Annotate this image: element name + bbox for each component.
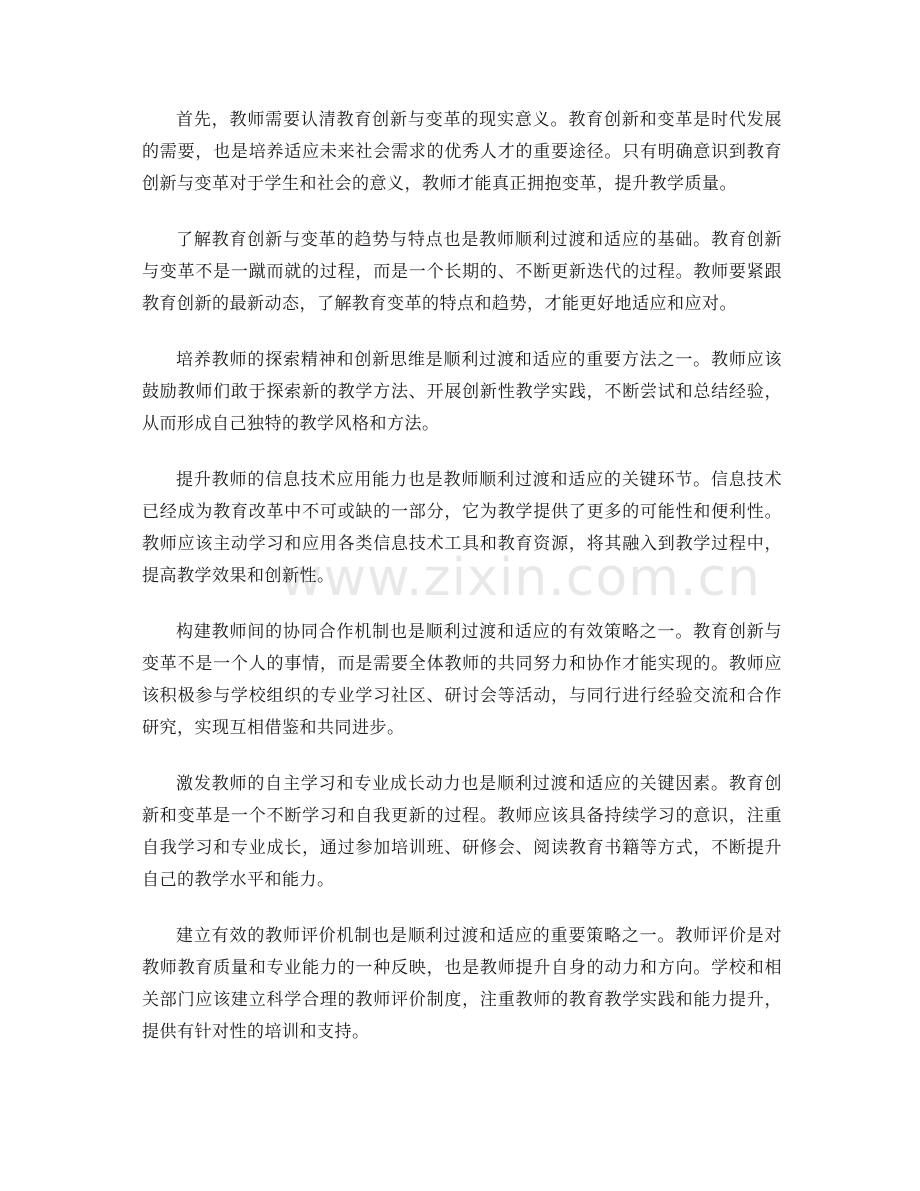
paragraph-3: 培养教师的探索精神和创新思维是顺利过渡和适应的重要方法之一。教师应该鼓励教师们敢于探索新的教学方法、开展创新性教学实践，不断尝试和总结经验，从而形成自己独特的教学风格和方法。 — [142, 350, 782, 434]
paragraph-6: 激发教师的自主学习和专业成长动力也是顺利过渡和适应的关键因素。教育创新和变革是一个不断学习和自我更新的过程。教师应该具备持续学习的意识，注重自我学习和专业成长，通过参加培训班、研修会、阅读教育书籍等方式，不断提升自己的教学水平和能力。 — [142, 774, 782, 890]
paragraph-5: 构建教师间的协同合作机制也是顺利过渡和适应的有效策略之一。教育创新与变革不是一个人的事情，而是需要全体教师的共同努力和协作才能实现的。教师应该积极参与学校组织的专业学习社区、研讨会等活动，与同行进行经验交流和合作研究，实现互相借鉴和共同进步。 — [142, 622, 782, 738]
paragraph-7: 建立有效的教师评价机制也是顺利过渡和适应的重要策略之一。教师评价是对教师教育质量和专业能力的一种反映，也是教师提升自身的动力和方向。学校和相关部门应该建立科学合理的教师评价制度，注重教师的教育教学实践和能力提升，提供有针对性的培训和支持。 — [142, 926, 782, 1042]
paragraph-2: 了解教育创新与变革的趋势与特点也是教师顺利过渡和适应的基础。教育创新与变革不是一蹴而就的过程，而是一个长期的、不断更新迭代的过程。教师要紧跟教育创新的最新动态，了解教育变革的特点和趋势，才能更好地适应和应对。 — [142, 230, 782, 314]
paragraph-1: 首先，教师需要认清教育创新与变革的现实意义。教育创新和变革是时代发展的需要，也是培养适应未来社会需求的优秀人才的重要途径。只有明确意识到教育创新与变革对于学生和社会的意义，教师才能真正拥抱变革，提升教学质量。 — [142, 110, 782, 194]
paragraph-4: 提升教师的信息技术应用能力也是教师顺利过渡和适应的关键环节。信息技术已经成为教育改革中不可或缺的一部分，它为教学提供了更多的可能性和便利性。教师应该主动学习和应用各类信息技术工具和教育资源，将其融入到教学过程中，提高教学效果和创新性。 — [142, 470, 782, 586]
document-body — [142, 104, 782, 1072]
watermark: www.zixin.com.cn — [280, 548, 761, 608]
